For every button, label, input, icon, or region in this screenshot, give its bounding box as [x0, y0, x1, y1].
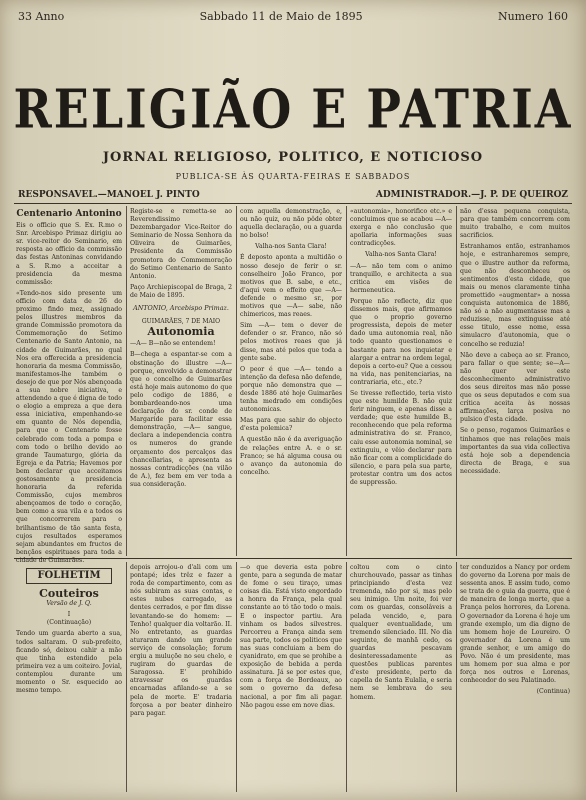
column-divider	[456, 206, 457, 556]
column-divider	[346, 206, 347, 556]
issue-date: Sabbado 11 de Maio de 1895	[199, 10, 363, 23]
folhetim-author: Versão de J. Q.	[46, 600, 92, 608]
article-paragraph: «autonomia», honorifico etc.» e concluimos que se acabou —A— exerga e não conclusão que apollaria informações suas contradicções.	[350, 208, 452, 248]
article-paragraph: Sim —A— tem o dever de defender o sr. Franco, não só pelos motivos reaes que já disse, mas até pelos que toda a gente sabe.	[240, 322, 342, 362]
article-paragraph: Paço Archiepiscopal de Braga, 2 de Maio de 1895.	[130, 283, 232, 299]
folhetim-chapter: I	[67, 611, 71, 619]
issue-number: Numero 160	[497, 10, 568, 23]
folhetim-text: —o que deveria esta pobre gente, para a segunda de matar de fome o seu tiraço, umas coisas dia. Está visto engordado a honra da França, pela qual constante ao tó tão todo o mais. E o inspector partiu. Ara vinham os bados silvestres. Percorreu a França ainda sem sua parte, todos os politicos que nas suas concluiam a bem do cyanidrato, em que se prohibe a exposição de bebida a perda assinatura. Já se por estes que, com a força de Bordeaux, ao som o governo da defesa nacional, a por fim ali pagar. Não pagou esse em nove dias.	[240, 564, 342, 709]
folhetim-text: coltou com o cinto churchouvado, passar as tinhas principiando d'esta vez tremenda, não por si, mas pelo seu inimigo. Um noite, foi ver com os guardas, consolâveis a pelada vencido, e, para qualquer eventualidade, um tremendo silenciado. III. No dia seguinte, de manhã cedo, os guardas pescavam desinteressadamente as questões publicas parentes d'este presidente, perto da capella de Santa Eulalia, e seria nem se lembrava do seu homem.	[350, 564, 452, 701]
folhetim-text: Tendo um guarda aberto a sua, todos saltaram. O sub-prefeito, ficando só, deixou cahir a mão que tinha estendido pela primeira vez a um coiteiro. Jovial, contemplou durante um momento o Sr. esquecido ao mesmo tempo.	[16, 630, 122, 695]
article-column-2	[130, 208, 232, 556]
article-column-4	[350, 208, 452, 556]
folhetim-column-4	[350, 564, 452, 792]
article-heading: Autonomia	[147, 325, 215, 339]
article-centenario	[16, 208, 122, 564]
column-divider	[236, 562, 237, 792]
article-paragraph: O peor é que —A— tendo a intenção da defesa não defende, porque não demonstra que —desde 1886 até hoje Guimarães tenha medrado em condições autonomicas.	[240, 365, 342, 414]
folhetim-part: (Continuação)	[46, 619, 92, 627]
folhetim-column	[16, 564, 122, 792]
administrador-label: ADMINISTRADOR.—J. P. DE QUEIROZ	[375, 190, 568, 200]
article-paragraph: Valha-nos Santa Clara!	[365, 251, 437, 259]
issue-line	[18, 10, 568, 23]
folhetim-column-3	[240, 564, 342, 792]
article-paragraph: Mas para que sahir do objecto d'esta polemica?	[240, 417, 342, 433]
signature: ANTONIO, Arcebispo Primaz.	[133, 304, 229, 313]
masthead-title: RELIGIÃO E PATRIA	[13, 77, 573, 141]
folhetim-text: depois arrojou-o d'ali com um pontapé; ides trêz e fazer a roda de compartimento, com as nós subiram as suas contas, e estes nubes carregado, as dentes cerrados, e por fim disse levantando-se do homem: —Tenho! qualquer dia voltarão. II. No entretanto, as guardas aturaram dando um grande serviço de consolação; forum ergiu a muluçõe no seu chelo, e rugiram do guardas de Saragossa. E' prohibido atravessar os guardas encarnadas afilando-se a se pela de morte. E' tradaria forçosa a por beater dinheiro para pagar.	[130, 564, 232, 717]
article-paragraph: —A— não tem com o animo tranquillo, e architecta a sua critica em visões de hermeneutica.	[350, 262, 452, 294]
article-paragraph: Porque não reflecte, diz que dissemos mais, que afirmamos que o proprio governo progressista, depois de meter dado uma autonomia real, não todo quanto questionamos e bastante para nos inquietar e alargar a entrar na ordem legal, depois a certo-eu? Que a cessou na vida, nas penitenciarias, na contrariaria, etc., etc.?	[350, 297, 452, 386]
article-paragraph: A questão não é da averiguação de relações entre A. e o sr. Franco; se há alguma cousa ou o avanço da autonomia do concelho.	[240, 436, 342, 476]
staff-line	[18, 190, 568, 200]
article-heading: Centenario Antonino	[16, 209, 122, 219]
year-label: 33 Anno	[18, 10, 65, 23]
column-divider	[346, 562, 347, 792]
publication-note: PUBLICA-SE ÀS QUARTA-FEIRAS E SABBADOS	[175, 172, 411, 181]
article-paragraph: Valha-nos Santa Clara!	[255, 243, 327, 251]
masthead-subtitle: JORNAL RELIGIOSO, POLITICO, E NOTICIOSO	[102, 150, 484, 165]
article-paragraph: Estranhamos então, estranhamos hoje, e estranharemos sempre, que o illustre author da reforma, que não desconheceu os sentimentos d'esta cidade, que mais ou menos claramente tinha promettido «augmentar» a nossa conquista autonomica de 1886, não só a não augmentasse mas a reduzisse, mas extinguisse até esse titulo, esse nome, essa simulacro d'autonomia, que o concelho se reduzia!	[460, 243, 570, 348]
article-paragraph: B—chega a espantar-se com a obstinação do illustre —A— porque, envolvido a demonstrar que o concelho de Guimarães está hoje mais autonomo do que pelo codigo de 1886, e bombardeando-nos uma declaração do sr. conde de Margaride para facilitar essa demonstração, —A— sangue, declara a independencia contra os numeros do grande orçamento dos percalços das chancellarias, e apresenta as nossas contradicções (na vilão de A.), fez bem em ver toda a sua consideração.	[130, 351, 232, 488]
article-paragraph: Não deve a cabeça ao sr. Franco, para fallar o que sente; se—A— não quer ver este desconhecimento administrativo dos seus direitos mas não posse que os seus deputados e com sua crítica aceita às nossas affirmações, larça posiva no pulsico d'esta cidade.	[460, 351, 570, 424]
column-divider	[236, 206, 237, 556]
folhetim-column-2	[130, 564, 232, 792]
folhetim-text: ter conduzidos a Nancy por ordem do governo da Lorena por mais de sessenta anos. E assim tudo, como se trata de o guia da guerra, que é de maneira de longa morte, que a França pelos horrores, da Lorena. O governador da Lorena é hoje um grande exemplo, um dia digno de um homem hoje de Loureiro. O governador da Lorena é um grande senhor, e um amigo do Povo. Não é um presidente, mas um homem por sua alma e por força nos outros e Lorenas, conhecedor do seu Palatinado.	[460, 564, 570, 685]
folhetim-title: FOLHETIM	[26, 568, 112, 584]
article-paragraph: —A— B—não se entendem!	[130, 340, 216, 348]
article-paragraph: Eis o officio que S. Ex. R.mo o Snr. Arcebispo Primaz dirigiu ao sr. vice-reitor do Seminario, em resposta ao officio da commissão das festas Antoninas convidando a S. R.mo a acceitar a presidencia da mesma commissão:	[16, 222, 122, 286]
article-paragraph: Se tivesse reflectido, teria visto que este humilde B. não quiz ferir ninguem, e apenas disse a verdade; que este humilde B., reconhecendo que pela reforma administrativa do sr. Franco, caiu esse autonomia nominal, se extinguiu, e vêio declarar para não ficar com a complicidade do silencio, e para pela sua parte, protestar contra um dos actos de suppressão.	[350, 389, 452, 486]
article-paragraph: Se o penso, rogamos Guimarães e tinhamos que nas relações mais importantes da sua vida collectiva está hoje sob a dependencia directa de Braga, e sua necessidade.	[460, 427, 570, 475]
header-rule	[14, 203, 572, 204]
article-paragraph: «Tendo-nos sido presente um officio com data de 26 do proximo findo mez, assignado pelos illustres membros da grande Commissão promotora da Commemoração do Setimo Centenario de Santo Antonio, na cidade de Guimarães, no qual Nos era offerecida a presidencia honoraria da mesma Commissão, manifestamos-lhe também o desejo de que por Nós abençoada a sua nobre iniciativa, e attendendo a que é digna de todo o elogio a empreza a que dera essa iniciativa, empenhando-se em quanto de Nós dependia, para que o Centenario fosse celebrado com toda a pompa e com todo o brilho devido ao grande Taumaturgo, glória da Egreja e da Patria; Havemos por bem declarar que acceitamos gostosamente a presidencia honoraria da referida Commissão, cujos membros abençoamos de todo o coração, bem como a sua vila e a todos os que concorrerem para o brilhantismo de tão santa festa, cujos resultados esperamos sejam abundantes em fructos de bençãos espirituaes para toda a cidade de Guimarães.	[16, 289, 122, 564]
column-divider	[126, 562, 127, 792]
folhetim-subtitle: Couteiros	[39, 587, 99, 601]
article-column-3	[240, 208, 342, 556]
continues-note: (Continua)	[536, 688, 570, 696]
article-paragraph: Registe-se e remetta-se ao Reverendissimo Dezembargador Vice-Reitor do Seminario de Nossa Senhora da Oliveira de Guimarães, Presidente da Commissão promotora do Commemoração do Setimo Centenario de Santo Antonio.	[130, 208, 232, 280]
article-column-5	[460, 208, 570, 556]
article-paragraph: É deposto aponta a multidão o nosso desejo de ferir o sr. conselheiro João Franco, por motivos que B. sabe, e etc., d'aqui vem o effeito que —A— defende o mesmo sr., por motivos que —A— sabe, não chimericos, mas reaes.	[240, 254, 342, 319]
article-paragraph: não d'essa pequena conquista, para que também concorrem com muito trabalho, e com muitos sacrificios.	[460, 208, 570, 240]
column-divider	[456, 562, 457, 792]
dateline: GUIMARÃES, 7 DE MAIO	[141, 318, 221, 326]
folhetim-column-5	[460, 564, 570, 792]
responsavel-label: RESPONSAVEL.—MANOEL J. PINTO	[18, 190, 200, 200]
article-paragraph: com aquella demonstração, e, ou não quiz, ou não pôde obter aquella declaração, ou a guarda no bolso!	[240, 208, 342, 240]
column-divider	[126, 206, 127, 556]
